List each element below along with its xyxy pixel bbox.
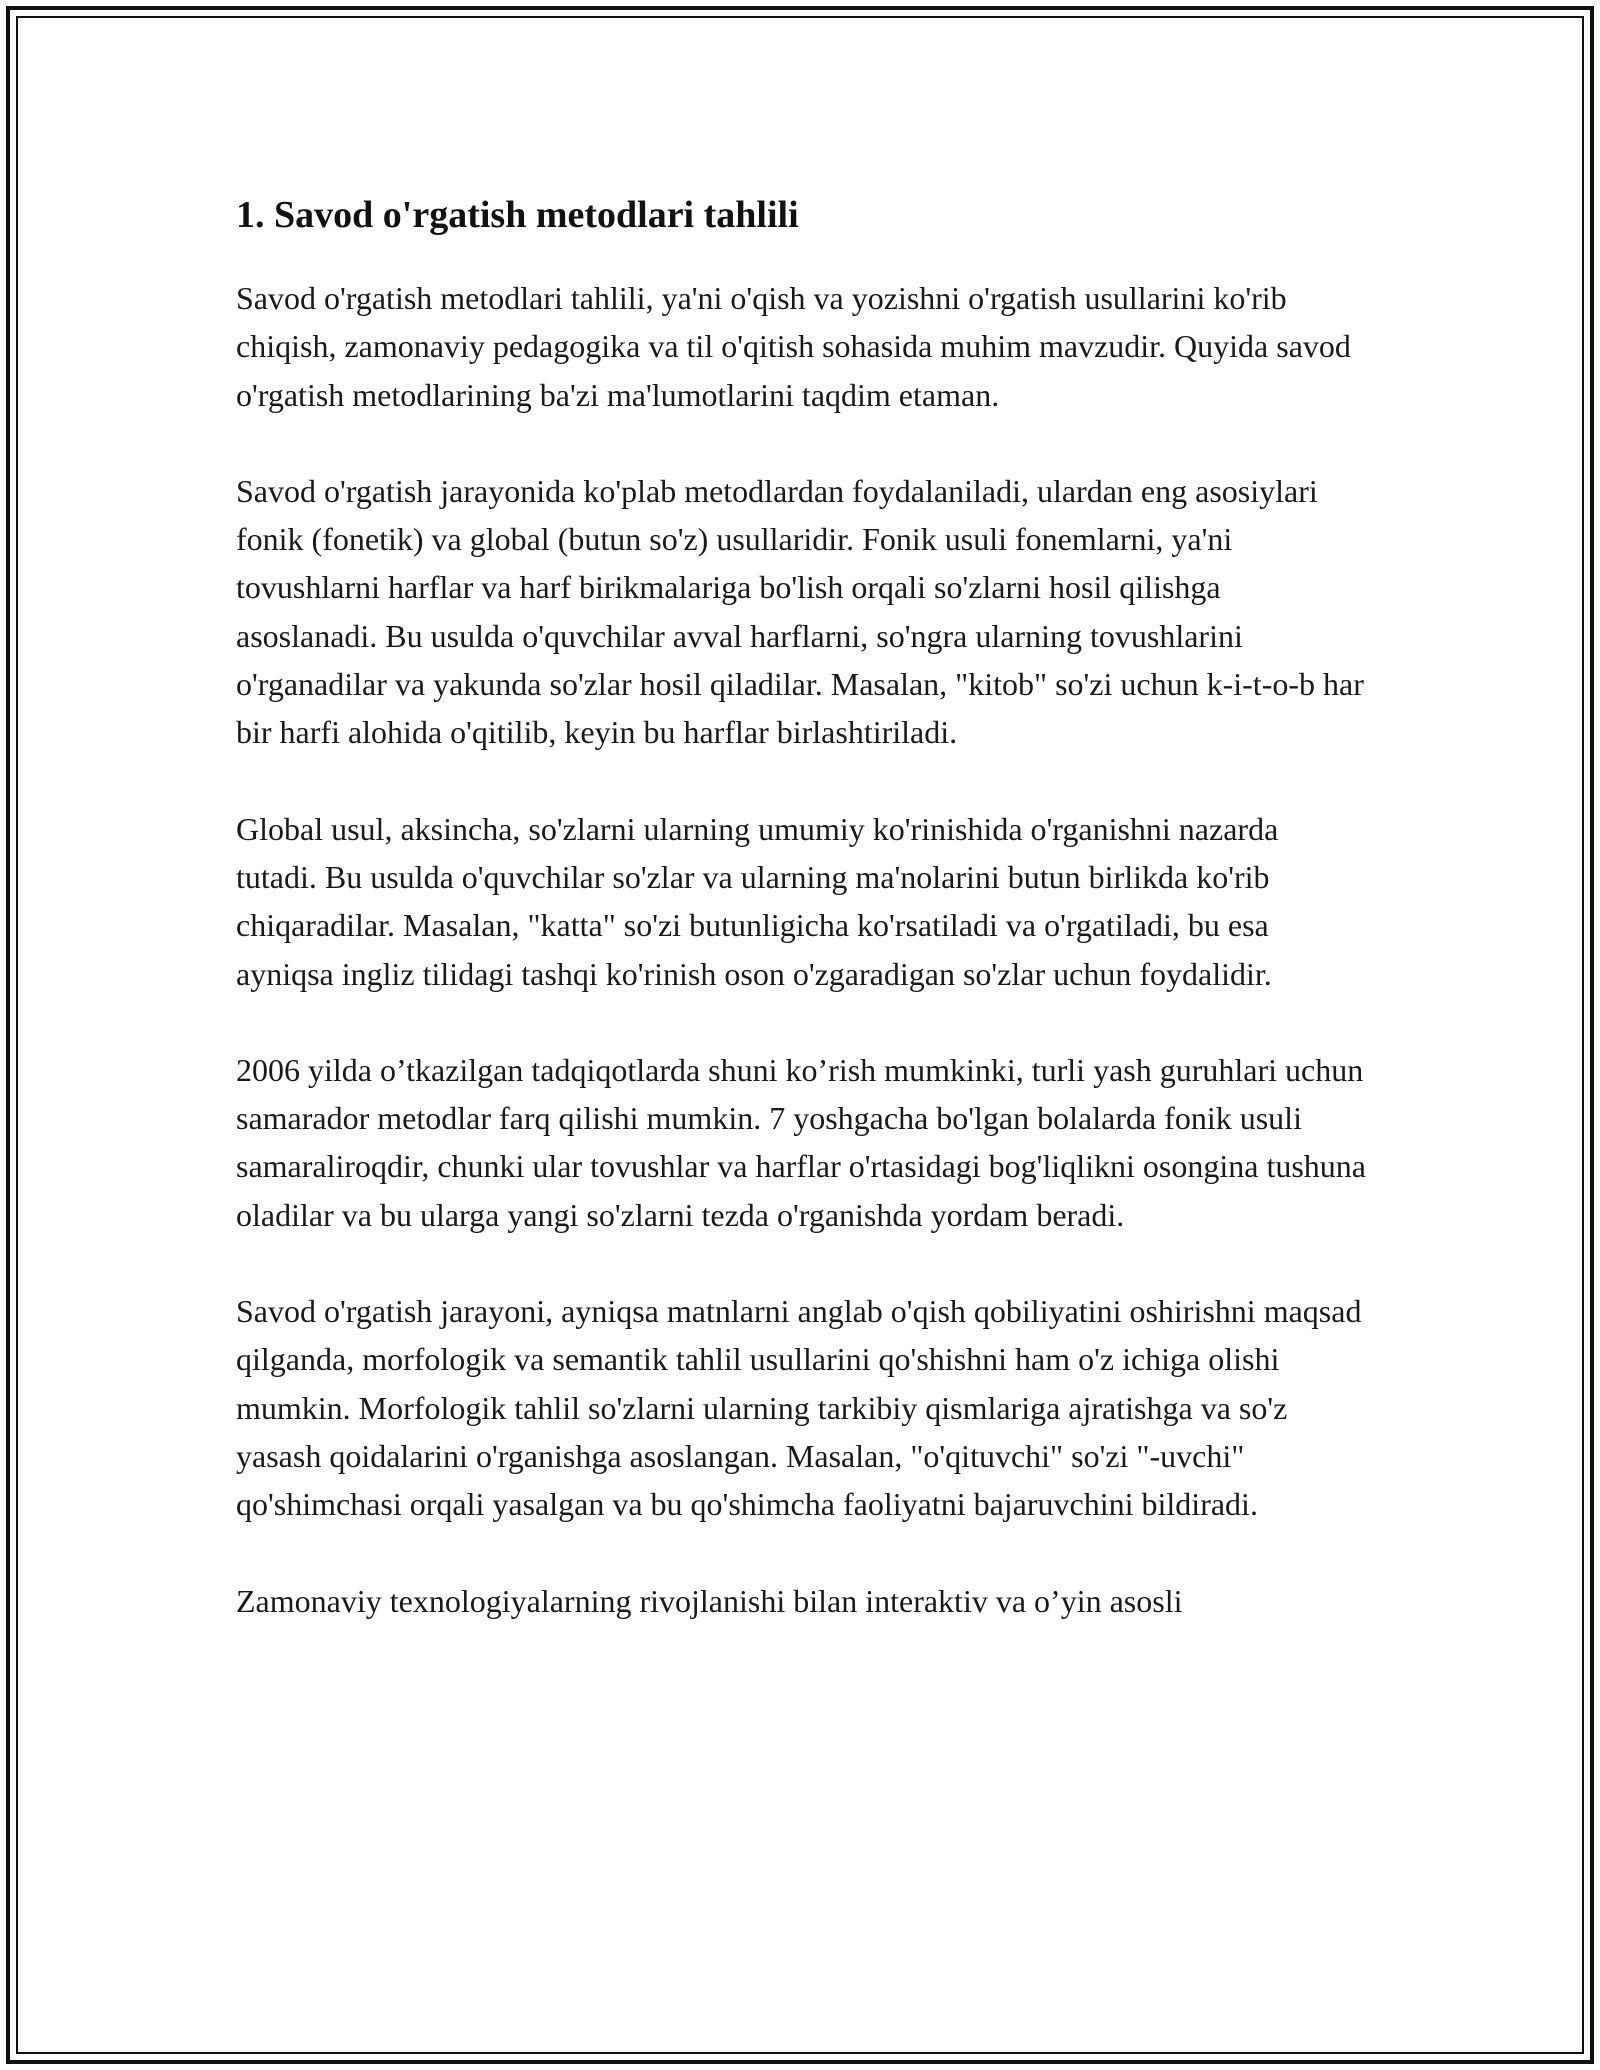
paragraph-phonic-method: Savod o'rgatish jarayonida ko'plab metodlardan foydalaniladi, ulardan eng asosiylari fonik (fonetik) va global (butun so'z) usullaridir. Fonik usuli fonemlarni, ya'ni tovushlarni harflar va harf birikmalariga bo'lish orqali so'zlarni hosil qilishga asoslanadi. Bu usulda o'quvchilar avval harflarni, so'ngra ularning tovushlarini o'rganadilar va yakunda so'zlar hosil qiladilar. Masalan, "kitob" so'zi uchun k-i-t-o-b har bir harfi alohida o'qitilib, keyin bu harflar birlashtiriladi. [236, 472, 1364, 751]
paragraph-modern-technologies: Zamonaviy texnologiyalarning rivojlanishi bilan interaktiv va o’yin asosli [236, 1582, 1183, 1619]
document-body [236, 186, 1366, 1625]
section-title: 1. Savod o'rgatish metodlari tahlili [236, 194, 799, 236]
paragraph-intro: Savod o'rgatish metodlari tahlili, ya'ni o'qish va yozishni o'rgatish usullarini ko'rib chiqish, zamonaviy pedagogika va til o'qitish sohasida muhim mavzudir. Quyida savod o'rgatish metodlarining ba'zi ma'lumotlarini taqdim etaman. [236, 280, 1351, 413]
paragraph-global-method: Global usul, aksincha, so'zlarni ularning umumiy ko'rinishida o'rganishni nazarda tutadi. Bu usulda o'quvchilar so'zlar va ularning ma'nolarini butun birlikda ko'rib chiqaradilar. Masalan, "katta" so'zi butunligicha ko'rsatiladi va o'rgatiladi, bu esa ayniqsa ingliz tilidagi tashqi ko'rinish oson o'zgaradigan so'zlar uchun foydalidir. [236, 810, 1279, 992]
paragraph-morphological-analysis: Savod o'rgatish jarayoni, ayniqsa matnlarni anglab o'qish qobiliyatini oshirishni maqsad qilganda, morfologik va semantik tahlil usullarini qo'shishni ham o'z ichiga olishi mumkin. Morfologik tahlil so'zlarni ularning tarkibiy qismlariga ajratishga va so'z yasash qoidalarini o'rganishga asoslangan. Masalan, "o'qituvchi" so'zi "-uvchi" qo'shimchasi orqali yasalgan va bu qo'shimcha faoliyatni bajaruvchini bildiradi. [236, 1293, 1362, 1523]
paragraph-research-2006: 2006 yilda o’tkazilgan tadqiqotlarda shuni ko’rish mumkinki, turli yash guruhlari uchun samarador metodlar farq qilishi mumkin. 7 yoshgacha bo'lgan bolalarda fonik usuli samaraliroqdir, chunki ular tovushlar va harflar o'rtasidagi bog'liqlikni osongina tushuna oladilar va bu ularga yangi so'zlarni tezda o'rganishda yordam beradi. [236, 1051, 1366, 1233]
